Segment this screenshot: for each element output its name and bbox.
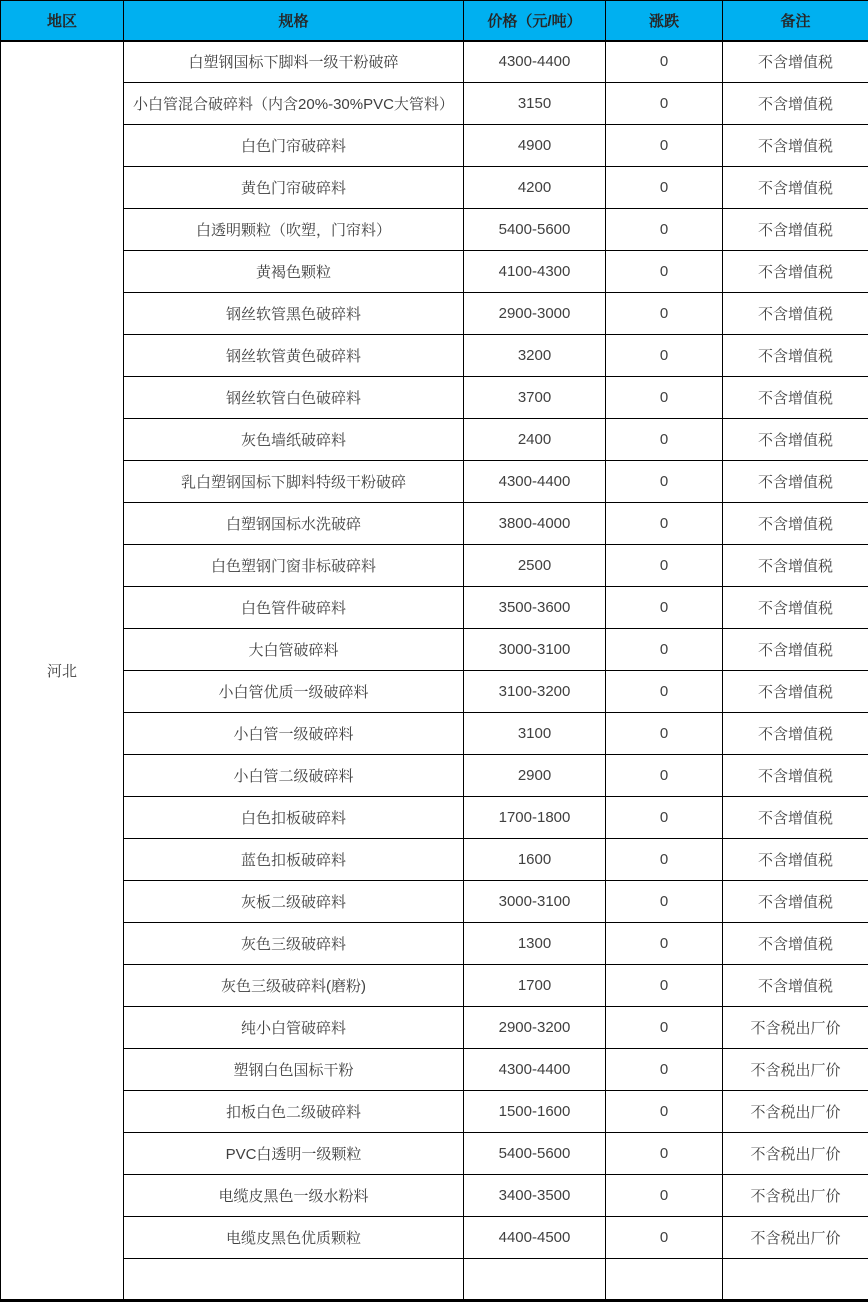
change-cell: 0	[606, 839, 723, 881]
spec-cell: 小白管一级破碎料	[124, 713, 464, 755]
spec-cell: 白塑钢国标下脚料一级干粉破碎	[124, 41, 464, 83]
table-row	[1, 209, 868, 251]
note-cell: 不含增值税	[723, 755, 868, 797]
price-cell: 3400-3500	[464, 1175, 606, 1217]
header-price: 价格（元/吨）	[464, 1, 606, 41]
change-cell: 0	[606, 251, 723, 293]
price-cell: 1700-1800	[464, 797, 606, 839]
note-cell: 不含增值税	[723, 251, 868, 293]
price-cell	[464, 1259, 606, 1301]
table-row	[1, 1007, 868, 1049]
table-row	[1, 1175, 868, 1217]
note-cell: 不含增值税	[723, 965, 868, 1007]
spec-cell: 纯小白管破碎料	[124, 1007, 464, 1049]
table-row	[1, 125, 868, 167]
price-cell: 4300-4400	[464, 461, 606, 503]
spec-cell: 白色扣板破碎料	[124, 797, 464, 839]
change-cell: 0	[606, 41, 723, 83]
header-region: 地区	[1, 1, 124, 41]
spec-cell: 钢丝软管黄色破碎料	[124, 335, 464, 377]
price-cell: 4100-4300	[464, 251, 606, 293]
note-cell: 不含增值税	[723, 167, 868, 209]
header-change: 涨跌	[606, 1, 723, 41]
note-cell: 不含税出厂价	[723, 1007, 868, 1049]
price-cell: 3100-3200	[464, 671, 606, 713]
spec-cell: 黄色门帘破碎料	[124, 167, 464, 209]
spec-cell: 灰色三级破碎料	[124, 923, 464, 965]
table-row	[1, 839, 868, 881]
change-cell: 0	[606, 377, 723, 419]
note-cell: 不含增值税	[723, 797, 868, 839]
header-note: 备注	[723, 1, 868, 41]
note-cell: 不含税出厂价	[723, 1049, 868, 1091]
table-row	[1, 1091, 868, 1133]
price-cell: 4400-4500	[464, 1217, 606, 1259]
spec-cell: 钢丝软管黑色破碎料	[124, 293, 464, 335]
change-cell: 0	[606, 335, 723, 377]
note-cell: 不含增值税	[723, 125, 868, 167]
change-cell: 0	[606, 755, 723, 797]
price-cell: 1600	[464, 839, 606, 881]
note-cell: 不含增值税	[723, 41, 868, 83]
table-row	[1, 335, 868, 377]
spec-cell: 小白管二级破碎料	[124, 755, 464, 797]
table-row	[1, 377, 868, 419]
spec-cell: 灰色墙纸破碎料	[124, 419, 464, 461]
spec-cell	[124, 1259, 464, 1301]
price-cell: 3800-4000	[464, 503, 606, 545]
change-cell: 0	[606, 965, 723, 1007]
table-row	[1, 293, 868, 335]
price-cell: 2400	[464, 419, 606, 461]
price-cell: 5400-5600	[464, 209, 606, 251]
price-cell: 3000-3100	[464, 881, 606, 923]
spec-cell: 电缆皮黑色优质颗粒	[124, 1217, 464, 1259]
spec-cell: 灰色三级破碎料(磨粉)	[124, 965, 464, 1007]
spec-cell: 黄褐色颗粒	[124, 251, 464, 293]
table-body	[1, 41, 868, 1301]
change-cell: 0	[606, 671, 723, 713]
change-cell: 0	[606, 545, 723, 587]
table-row	[1, 167, 868, 209]
note-cell: 不含税出厂价	[723, 1217, 868, 1259]
table-row	[1, 545, 868, 587]
change-cell: 0	[606, 293, 723, 335]
spec-cell: 白色管件破碎料	[124, 587, 464, 629]
note-cell: 不含增值税	[723, 419, 868, 461]
price-cell: 4300-4400	[464, 41, 606, 83]
table-row	[1, 965, 868, 1007]
spec-cell: 乳白塑钢国标下脚料特级干粉破碎	[124, 461, 464, 503]
note-cell: 不含增值税	[723, 335, 868, 377]
price-cell: 1300	[464, 923, 606, 965]
table-row	[1, 713, 868, 755]
table-row	[1, 755, 868, 797]
change-cell: 0	[606, 461, 723, 503]
header-spec: 规格	[124, 1, 464, 41]
table-row	[1, 419, 868, 461]
change-cell: 0	[606, 881, 723, 923]
change-cell	[606, 1259, 723, 1301]
price-cell: 2900	[464, 755, 606, 797]
note-cell: 不含增值税	[723, 923, 868, 965]
note-cell: 不含增值税	[723, 839, 868, 881]
table-row	[1, 1133, 868, 1175]
table-row	[1, 41, 868, 83]
note-cell: 不含增值税	[723, 587, 868, 629]
note-cell: 不含增值税	[723, 671, 868, 713]
spec-cell: 电缆皮黑色一级水粉料	[124, 1175, 464, 1217]
price-cell: 3100	[464, 713, 606, 755]
note-cell: 不含增值税	[723, 713, 868, 755]
price-cell: 2900-3000	[464, 293, 606, 335]
note-cell: 不含增值税	[723, 629, 868, 671]
price-cell: 3000-3100	[464, 629, 606, 671]
note-cell: 不含增值税	[723, 83, 868, 125]
change-cell: 0	[606, 1007, 723, 1049]
note-cell: 不含税出厂价	[723, 1133, 868, 1175]
table-row	[1, 503, 868, 545]
table-row	[1, 923, 868, 965]
table-row	[1, 1049, 868, 1091]
note-cell: 不含增值税	[723, 503, 868, 545]
price-cell: 1500-1600	[464, 1091, 606, 1133]
change-cell: 0	[606, 587, 723, 629]
change-cell: 0	[606, 83, 723, 125]
change-cell: 0	[606, 419, 723, 461]
note-cell: 不含增值税	[723, 209, 868, 251]
spec-cell: 白色门帘破碎料	[124, 125, 464, 167]
change-cell: 0	[606, 125, 723, 167]
note-cell: 不含增值税	[723, 545, 868, 587]
note-cell: 不含增值税	[723, 377, 868, 419]
change-cell: 0	[606, 1175, 723, 1217]
price-cell: 4900	[464, 125, 606, 167]
price-cell: 3500-3600	[464, 587, 606, 629]
table-row	[1, 797, 868, 839]
price-cell: 4200	[464, 167, 606, 209]
table-row	[1, 587, 868, 629]
price-cell: 2900-3200	[464, 1007, 606, 1049]
table-row	[1, 671, 868, 713]
note-cell: 不含增值税	[723, 293, 868, 335]
change-cell: 0	[606, 713, 723, 755]
note-cell: 不含增值税	[723, 461, 868, 503]
spec-cell: 白色塑钢门窗非标破碎料	[124, 545, 464, 587]
table-header	[1, 1, 868, 41]
note-cell: 不含税出厂价	[723, 1091, 868, 1133]
table-row	[1, 461, 868, 503]
change-cell: 0	[606, 797, 723, 839]
region-cell: 河北	[1, 41, 124, 1301]
table-row	[1, 251, 868, 293]
spec-cell: 小白管优质一级破碎料	[124, 671, 464, 713]
spec-cell: 小白管混合破碎料（内含20%-30%PVC大管料）	[124, 83, 464, 125]
change-cell: 0	[606, 629, 723, 671]
header-row	[1, 1, 868, 41]
spec-cell: 白塑钢国标水洗破碎	[124, 503, 464, 545]
price-cell: 3700	[464, 377, 606, 419]
note-cell	[723, 1259, 868, 1301]
change-cell: 0	[606, 209, 723, 251]
price-cell: 1700	[464, 965, 606, 1007]
table-row	[1, 881, 868, 923]
change-cell: 0	[606, 1091, 723, 1133]
spec-cell: 扣板白色二级破碎料	[124, 1091, 464, 1133]
spec-cell: 钢丝软管白色破碎料	[124, 377, 464, 419]
change-cell: 0	[606, 1049, 723, 1091]
change-cell: 0	[606, 503, 723, 545]
spec-cell: 蓝色扣板破碎料	[124, 839, 464, 881]
note-cell: 不含增值税	[723, 881, 868, 923]
change-cell: 0	[606, 923, 723, 965]
table-row	[1, 1217, 868, 1259]
price-cell: 3150	[464, 83, 606, 125]
spec-cell: 灰板二级破碎料	[124, 881, 464, 923]
spec-cell: PVC白透明一级颗粒	[124, 1133, 464, 1175]
change-cell: 0	[606, 167, 723, 209]
price-cell: 3200	[464, 335, 606, 377]
spec-cell: 大白管破碎料	[124, 629, 464, 671]
price-cell: 5400-5600	[464, 1133, 606, 1175]
note-cell: 不含税出厂价	[723, 1175, 868, 1217]
table-row	[1, 1259, 868, 1301]
spec-cell: 塑钢白色国标干粉	[124, 1049, 464, 1091]
change-cell: 0	[606, 1217, 723, 1259]
spec-cell: 白透明颗粒（吹塑，门帘料）	[124, 209, 464, 251]
table-row	[1, 83, 868, 125]
change-cell: 0	[606, 1133, 723, 1175]
price-cell: 2500	[464, 545, 606, 587]
price-cell: 4300-4400	[464, 1049, 606, 1091]
table-row	[1, 629, 868, 671]
